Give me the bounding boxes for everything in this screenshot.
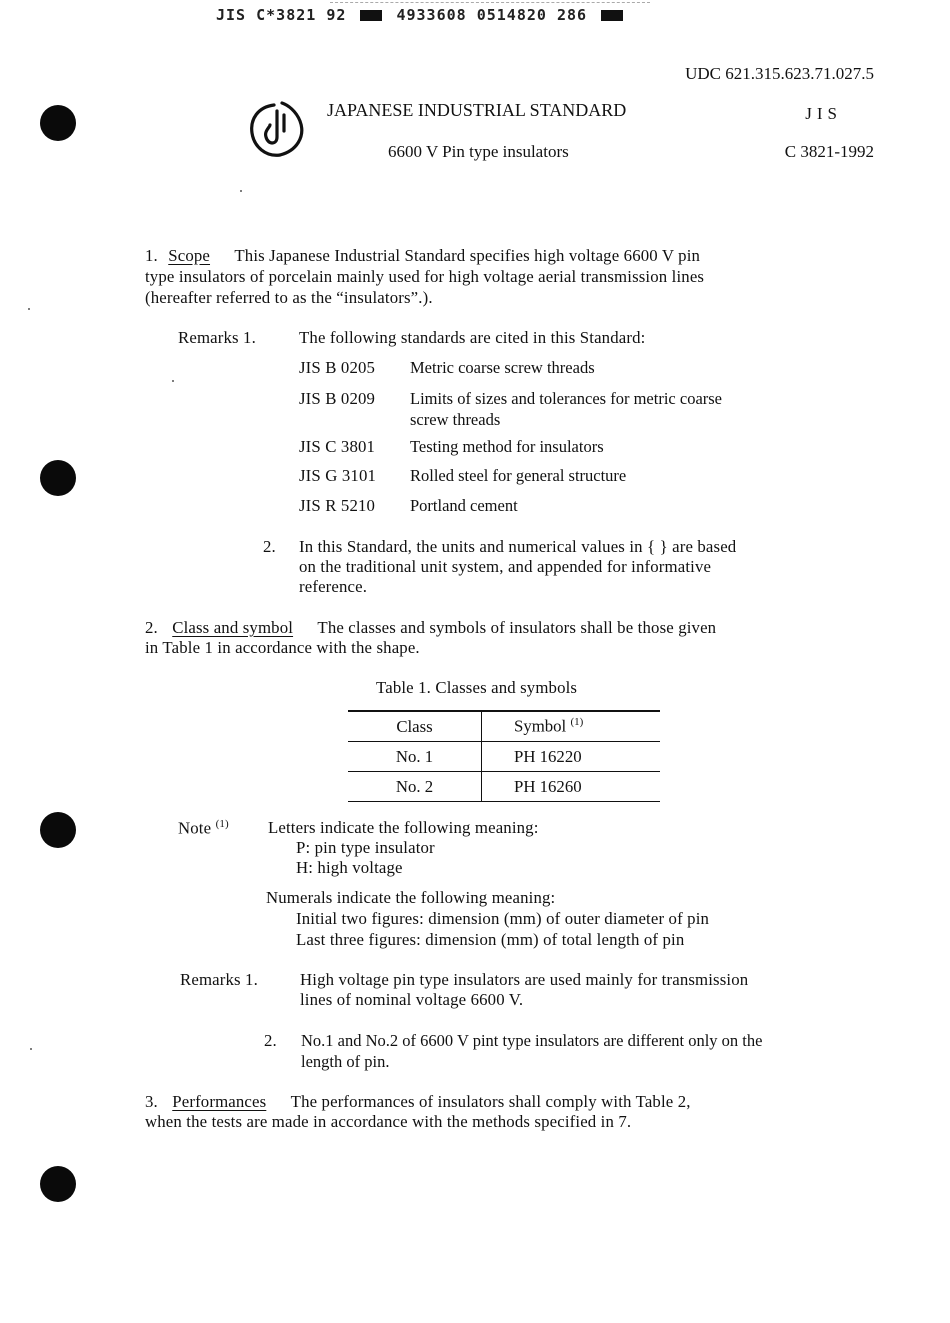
cited-title: Metric coarse screw threads <box>410 358 595 377</box>
section-3-number: 3. <box>145 1092 158 1111</box>
table-row <box>348 772 660 802</box>
table-header-row <box>348 711 660 742</box>
note-ref: (1) <box>215 818 229 830</box>
section-3-heading: Performances <box>172 1092 267 1111</box>
jis-logo-icon <box>244 97 310 163</box>
note-last: Last three figures: dimension (mm) of total length of pin <box>296 930 685 949</box>
section-1-line-2: type insulators of porcelain mainly used for high voltage aerial transmission lines <box>145 267 705 286</box>
note-label-text: Note <box>178 818 212 838</box>
remark-2-line-2: on the traditional unit system, and appended for informative <box>299 557 712 576</box>
section-3-text: The performances of insulators shall comply with Table 2, <box>290 1092 691 1111</box>
scan-speck <box>172 380 174 382</box>
section-1-heading: Scope <box>168 246 211 265</box>
section-2-number: 2. <box>145 618 158 637</box>
note-initial: Initial two figures: dimension (mm) of outer diameter of pin <box>296 909 710 928</box>
jis-mark: JIS <box>805 104 842 123</box>
udc-number: UDC 621.315.623.71.027.5 <box>685 64 874 83</box>
table-cell-class: No. 1 <box>348 742 482 772</box>
remarks-label: Remarks 1. <box>180 970 258 989</box>
table-cell-symbol: PH 16260 <box>514 776 582 796</box>
barcode-block-2 <box>601 10 623 21</box>
remarks-label: Remarks 1. <box>178 328 256 347</box>
punch-hole <box>40 1166 76 1202</box>
note-label <box>178 818 229 839</box>
cited-code: JIS R 5210 <box>299 496 376 515</box>
note-p: P: pin type insulator <box>296 838 435 857</box>
classes-table <box>348 710 660 802</box>
section-1-number: 1. <box>145 246 158 265</box>
table-row <box>348 742 660 772</box>
note-h: H: high voltage <box>296 858 403 877</box>
section-2-line-1 <box>145 618 716 638</box>
remark-1-text: The following standards are cited in this Standard: <box>299 328 646 347</box>
scan-code-middle: 4933608 0514820 286 <box>396 6 588 24</box>
punch-hole <box>40 812 76 848</box>
document-title: 6600 V Pin type insulators <box>388 142 569 161</box>
barcode-block-1 <box>360 10 382 21</box>
note-reference: (1) <box>570 716 584 729</box>
remark-2-number: 2. <box>263 537 276 556</box>
remark-1-line-2: lines of nominal voltage 6600 V. <box>300 990 524 1009</box>
note-letters: Letters indicate the following meaning: <box>268 818 539 837</box>
remark-2-line-1: In this Standard, the units and numerical values in { } are based <box>299 537 737 556</box>
section-1-line-1 <box>145 246 700 266</box>
table-caption: Table 1. Classes and symbols <box>376 678 578 697</box>
scan-code-left: JIS C*3821 92 <box>216 6 347 24</box>
section-3-line-2: when the tests are made in accordance with the methods specified in 7. <box>145 1112 632 1131</box>
symbol-header-text: Symbol <box>514 716 567 736</box>
cited-code: JIS B 0205 <box>299 358 376 377</box>
table-cell-symbol: PH 16220 <box>514 746 582 766</box>
remark-2-line-2: length of pin. <box>301 1052 390 1071</box>
standard-name: JAPANESE INDUSTRIAL STANDARD <box>327 100 627 120</box>
section-2-text: The classes and symbols of insulators shall be those given <box>317 618 717 637</box>
scan-edge-line <box>330 2 650 4</box>
scan-speck <box>28 308 30 310</box>
cited-code: JIS C 3801 <box>299 437 376 456</box>
scan-speck <box>240 190 242 192</box>
remark-2-line-1: No.1 and No.2 of 6600 V pint type insulators are different only on the <box>301 1031 763 1050</box>
section-1-line-3: (hereafter referred to as the “insulators”.). <box>145 288 433 307</box>
table-header-symbol <box>482 711 661 742</box>
scan-code-line <box>216 6 627 24</box>
cited-code: JIS B 0209 <box>299 389 376 408</box>
table-header-class: Class <box>348 711 482 742</box>
cited-title: Rolled steel for general structure <box>410 466 627 485</box>
punch-hole <box>40 460 76 496</box>
remark-1-line-1: High voltage pin type insulators are used mainly for transmission <box>300 970 749 989</box>
standard-number: C 3821-1992 <box>784 142 874 161</box>
cited-title: Limits of sizes and tolerances for metric coarse <box>410 389 723 408</box>
remark-2-line-3: reference. <box>299 577 368 596</box>
section-2-heading: Class and symbol <box>172 618 294 637</box>
section-1-text: This Japanese Industrial Standard specifies high voltage 6600 V pin <box>234 246 701 265</box>
punch-hole <box>40 105 76 141</box>
section-2-line-2: in Table 1 in accordance with the shape. <box>145 638 420 657</box>
cited-title: Testing method for insulators <box>410 437 604 456</box>
cited-title-cont: screw threads <box>410 410 501 429</box>
cited-code: JIS G 3101 <box>299 466 377 485</box>
table-cell-class: No. 2 <box>348 772 482 802</box>
note-numerals: Numerals indicate the following meaning: <box>266 888 556 907</box>
scan-speck <box>30 1048 32 1050</box>
section-3-line-1 <box>145 1092 691 1112</box>
remark-2-number: 2. <box>264 1031 277 1050</box>
cited-title: Portland cement <box>410 496 518 515</box>
